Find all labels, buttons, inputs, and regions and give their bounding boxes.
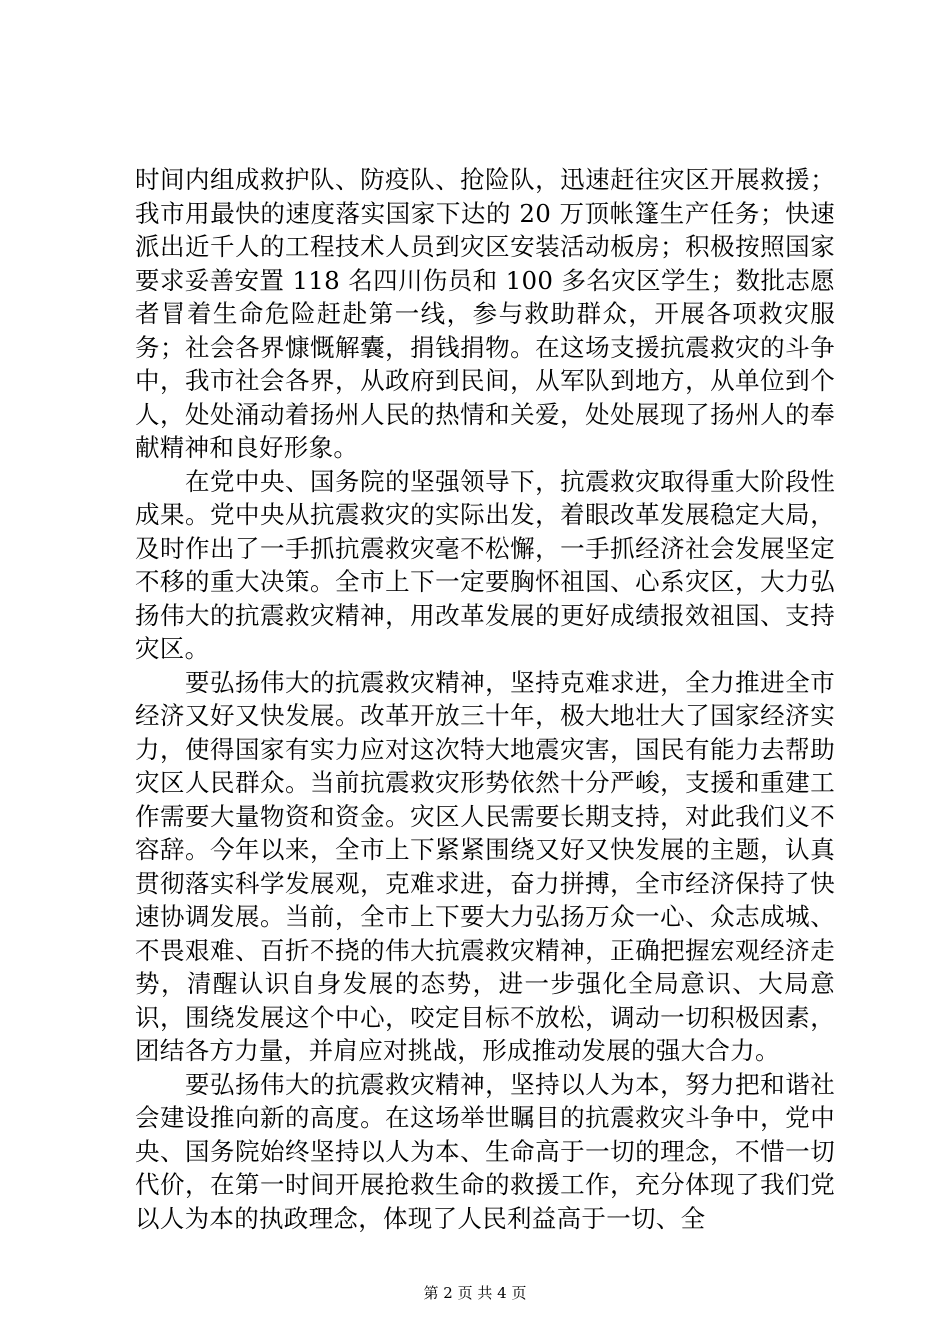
paragraph: 在党中央、国务院的坚强领导下，抗震救灾取得重大阶段性成果。党中央从抗震救灾的实际出发，着眼改革发展稳定大局，及时作出了一手抓抗震救灾毫不松懈，一手抓经济社会发展坚定不移的重大决策。全市上下一定要胸怀祖国、心系灾区，大力弘扬伟大的抗震救灾精神，用改革发展的更好成绩报效祖国、支持灾区。 — [135, 466, 835, 663]
paragraph: 要弘扬伟大的抗震救灾精神，坚持以人为本，努力把和谐社会建设推向新的高度。在这场举世瞩目的抗震救灾斗争中，党中央、国务院始终坚持以人为本、生命高于一切的理念，不惜一切代价，在第一时间开展抢救生命的救援工作，充分体现了我们党以人为本的执政理念，体现了人民利益高于一切、全 — [135, 1069, 835, 1233]
document-body — [135, 163, 835, 1235]
page-footer: 第 2 页 共 4 页 — [423, 1284, 527, 1302]
paragraph: 时间内组成救护队、防疫队、抢险队，迅速赶往灾区开展救援；我市用最快的速度落实国家下达的 20 万顶帐篷生产任务；快速派出近千人的工程技术人员到灾区安装活动板房；积极按照国家要求妥善安置 118 名四川伤员和 100 多名灾区学生；数批志愿者冒着生命危险赶赴第一线，参与救助群众，开展各项救灾服务；社会各界慷慨解囊，捐钱捐物。在这场支援抗震救灾的斗争中，我市社会各界，从政府到民间，从军队到地方，从单位到个人，处处涌动着扬州人民的热情和关爱，处处展现了扬州人的奉献精神和良好形象。 — [135, 165, 835, 462]
paragraph: 要弘扬伟大的抗震救灾精神，坚持克难求进，全力推进全市经济又好又快发展。改革开放三十年，极大地壮大了国家经济实力，使得国家有实力应对这次特大地震灾害，国民有能力去帮助灾区人民群众。当前抗震救灾形势依然十分严峻，支援和重建工作需要大量物资和资金。灾区人民需要长期支持，对此我们义不容辞。今年以来，全市上下紧紧围绕又好又快发展的主题，认真贯彻落实科学发展观，克难求进，奋力拼搏，全市经济保持了快速协调发展。当前，全市上下要大力弘扬万众一心、众志成城、不畏艰难、百折不挠的伟大抗震救灾精神，正确把握宏观经济走势，清醒认识自身发展的态势，进一步强化全局意识、大局意识，围绕发展这个中心，咬定目标不放松，调动一切积极因素，团结各方力量，并肩应对挑战，形成推动发展的强大合力。 — [135, 667, 835, 1065]
